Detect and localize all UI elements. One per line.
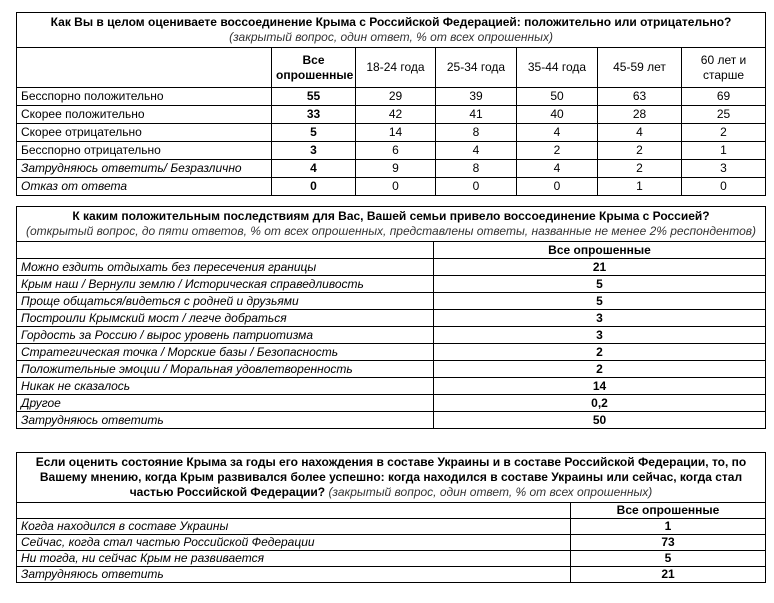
cell-value: 2: [682, 124, 766, 142]
row-label: Другое: [17, 395, 434, 412]
question-title: К каким положительным последствиям для Вас, Вашей семьи привело воссоединение Крыма с Россией?: [72, 209, 710, 223]
header-empty-cell: [17, 48, 272, 88]
column-header: Все опрошенные: [571, 503, 766, 519]
table-row: [17, 310, 766, 327]
cell-value: 0: [436, 178, 517, 196]
cell-value: 29: [356, 88, 436, 106]
table-row: [17, 535, 766, 551]
row-label: Проще общаться/видеться с родней и друзьями: [17, 293, 434, 310]
table-row: [17, 551, 766, 567]
column-header: 25-34 года: [436, 48, 517, 88]
row-label: Гордость за Россию / вырос уровень патриотизма: [17, 327, 434, 344]
cell-value: 21: [571, 567, 766, 583]
table-row: [17, 106, 766, 124]
table-row: [17, 142, 766, 160]
cell-value: 21: [434, 259, 766, 276]
cell-value: 8: [436, 160, 517, 178]
header-empty-cell: [17, 242, 434, 259]
cell-value: 5: [272, 124, 356, 142]
column-header: Все опрошенные: [434, 242, 766, 259]
cell-value: 25: [682, 106, 766, 124]
cell-value: 0: [272, 178, 356, 196]
row-label: Сейчас, когда стал частью Российской Федерации: [17, 535, 571, 551]
question-title: Как Вы в целом оцениваете воссоединение Крыма с Российской Федерацией: положительно или отрицательно?: [50, 15, 732, 29]
cell-value: 4: [598, 124, 682, 142]
cell-value: 4: [272, 160, 356, 178]
question-subtitle: (закрытый вопрос, один ответ, % от всех опрошенных): [328, 485, 653, 499]
cell-value: 2: [598, 160, 682, 178]
cell-value: 14: [434, 378, 766, 395]
cell-value: 4: [436, 142, 517, 160]
cell-value: 42: [356, 106, 436, 124]
cell-value: 3: [272, 142, 356, 160]
table-title-cell: [17, 453, 766, 503]
cell-value: 63: [598, 88, 682, 106]
cell-value: 1: [682, 142, 766, 160]
cell-value: 40: [517, 106, 598, 124]
row-label: Затрудняюсь ответить: [17, 412, 434, 429]
table-row: [17, 293, 766, 310]
cell-value: 3: [682, 160, 766, 178]
cell-value: 28: [598, 106, 682, 124]
row-label: Бесспорно отрицательно: [17, 142, 272, 160]
cell-value: 2: [434, 361, 766, 378]
table-row: [17, 276, 766, 293]
cell-value: 2: [434, 344, 766, 361]
row-label: Крым наш / Вернули землю / Историческая справедливость: [17, 276, 434, 293]
cell-value: 4: [517, 160, 598, 178]
table-row: [17, 567, 766, 583]
row-label: Затрудняюсь ответить: [17, 567, 571, 583]
cell-value: 73: [571, 535, 766, 551]
cell-value: 1: [598, 178, 682, 196]
row-label: Построили Крымский мост / легче добраться: [17, 310, 434, 327]
cell-value: 50: [517, 88, 598, 106]
cell-value: 0: [682, 178, 766, 196]
cell-value: 3: [434, 327, 766, 344]
row-label: Положительные эмоции / Моральная удовлетворенность: [17, 361, 434, 378]
row-label: Можно ездить отдыхать без пересечения границы: [17, 259, 434, 276]
cell-value: 5: [434, 293, 766, 310]
row-label: Когда находился в составе Украины: [17, 519, 571, 535]
cell-value: 14: [356, 124, 436, 142]
row-label: Бесспорно положительно: [17, 88, 272, 106]
cell-value: 5: [571, 551, 766, 567]
table-row: [17, 361, 766, 378]
column-header: 45-59 лет: [598, 48, 682, 88]
column-header: 35-44 года: [517, 48, 598, 88]
row-label: Никак не сказалось: [17, 378, 434, 395]
row-label: Ни тогда, ни сейчас Крым не развивается: [17, 551, 571, 567]
question-subtitle: (закрытый вопрос, один ответ, % от всех опрошенных): [229, 30, 553, 44]
table-row: [17, 259, 766, 276]
cell-value: 2: [598, 142, 682, 160]
table-row: [17, 88, 766, 106]
row-label: Скорее отрицательно: [17, 124, 272, 142]
column-header: Все опрошенные: [272, 48, 356, 88]
crimea-reunification-assessment-table: [16, 12, 766, 196]
cell-value: 1: [571, 519, 766, 535]
cell-value: 0: [356, 178, 436, 196]
cell-value: 33: [272, 106, 356, 124]
table-row: [17, 178, 766, 196]
cell-value: 8: [436, 124, 517, 142]
cell-value: 3: [434, 310, 766, 327]
header-empty-cell: [17, 503, 571, 519]
cell-value: 39: [436, 88, 517, 106]
table-row: [17, 327, 766, 344]
cell-value: 2: [517, 142, 598, 160]
cell-value: 41: [436, 106, 517, 124]
row-label: Затрудняюсь ответить/ Безразлично: [17, 160, 272, 178]
row-label: Скорее положительно: [17, 106, 272, 124]
cell-value: 55: [272, 88, 356, 106]
positive-consequences-table: [16, 206, 766, 429]
table-title-cell: [17, 13, 766, 48]
column-header: 60 лет и старше: [682, 48, 766, 88]
table-row: [17, 124, 766, 142]
table-row: [17, 378, 766, 395]
cell-value: 6: [356, 142, 436, 160]
row-label: Отказ от ответа: [17, 178, 272, 196]
cell-value: 5: [434, 276, 766, 293]
table-row: [17, 412, 766, 429]
row-label: Стратегическая точка / Морские базы / Безопасность: [17, 344, 434, 361]
table-row: [17, 395, 766, 412]
cell-value: 0,2: [434, 395, 766, 412]
table-row: [17, 519, 766, 535]
question-title: Если оценить состояние Крыма за годы его нахождения в составе Украины и в составе Российской Федерации, то, по Вашему мнению, когда Крым развивался более успешно: когда находился в составе Украины или сейчас, когда стал частью Российской Федерации?: [35, 455, 747, 499]
cell-value: 9: [356, 160, 436, 178]
table-row: [17, 160, 766, 178]
cell-value: 4: [517, 124, 598, 142]
table-row: [17, 344, 766, 361]
column-header: 18-24 года: [356, 48, 436, 88]
crimea-development-comparison-table: [16, 452, 766, 583]
cell-value: 0: [517, 178, 598, 196]
question-subtitle: (открытый вопрос, до пяти ответов, % от всех опрошенных, представлены ответы, названные не менее 2% респондентов): [25, 224, 757, 238]
cell-value: 69: [682, 88, 766, 106]
table-title-cell: [17, 207, 766, 242]
cell-value: 50: [434, 412, 766, 429]
